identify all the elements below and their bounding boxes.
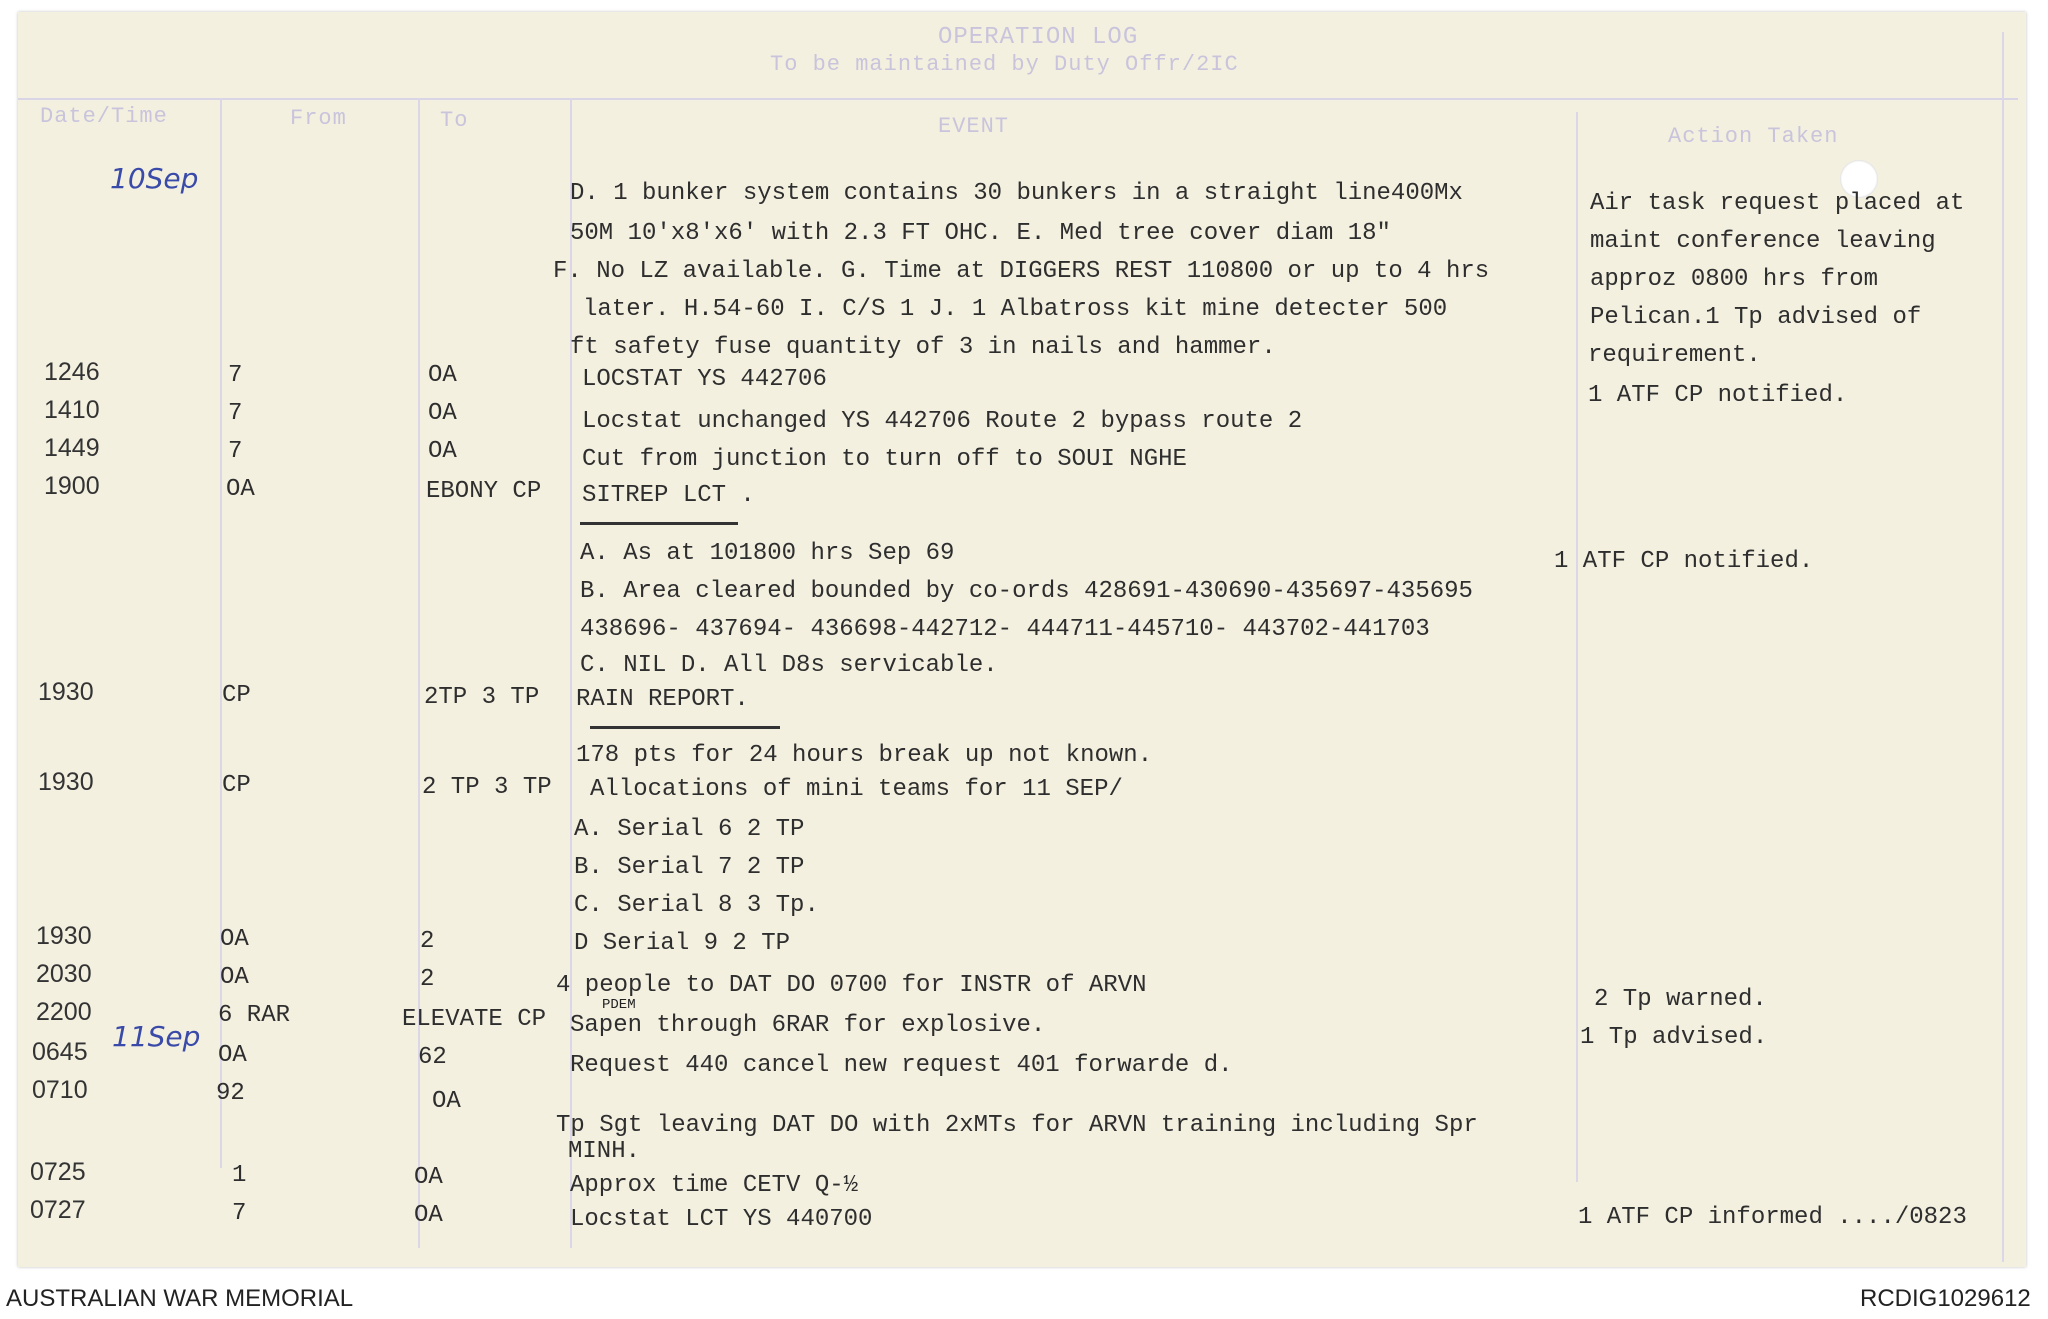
col-header-from: From (290, 106, 347, 131)
action-line: Air task request placed at (1590, 190, 1965, 217)
entry-to: OA (414, 1202, 443, 1229)
entry-from: 92 (216, 1080, 245, 1107)
entry-to: 2 (420, 966, 435, 993)
entry-event: LOCSTAT YS 442706 (582, 366, 827, 393)
entry-event: Sapen through 6RAR for explosive. (570, 1012, 1046, 1039)
entry-time: 0725 (30, 1158, 86, 1186)
entry-to: OA (432, 1088, 461, 1115)
entry-time: 1930 (38, 678, 94, 706)
entry-from: 1 (232, 1162, 247, 1189)
entry-action: 1 ATF CP notified. (1588, 382, 1848, 409)
entry-action: 1 Tp advised. (1580, 1024, 1768, 1051)
entry-to: EBONY CP (426, 478, 542, 505)
entry-event: Request 440 cancel new request 401 forwarde d. (570, 1052, 1233, 1079)
entry-event: 4 people to DAT DO 0700 for INSTR of ARVN (556, 972, 1147, 999)
entry-from: OA (220, 926, 249, 953)
entry-from: CP (222, 772, 251, 799)
entry-event: Locstat unchanged YS 442706 Route 2 bypass route 2 (582, 408, 1303, 435)
entry-from: 7 (228, 400, 243, 427)
entry-event: SITREP LCT . (582, 482, 755, 509)
entry-event: D Serial 9 2 TP (574, 930, 791, 957)
entry-time: 0727 (30, 1196, 86, 1224)
allocation-line: A. Serial 6 2 TP (574, 816, 805, 843)
entry-from: OA (226, 476, 255, 503)
entry-continuation: MINH. (568, 1138, 641, 1165)
entry-from: 7 (228, 438, 243, 465)
entry-event: Tp Sgt leaving DAT DO with 2xMTs for ARVN training including Spr (556, 1112, 1478, 1139)
entry-to: ELEVATE CP (402, 1006, 547, 1033)
entry-time: 1449 (44, 434, 100, 462)
entry-time: 1930 (38, 768, 94, 796)
log-sheet (18, 12, 2026, 1267)
sitrep-line: C. NIL D. All D8s servicable. (580, 652, 998, 679)
action-line: maint conference leaving (1590, 228, 1936, 255)
rain-line: 178 pts for 24 hours break up not known. (576, 742, 1153, 769)
entry-to: 2 (420, 928, 435, 955)
col-rule-5 (2002, 32, 2004, 1262)
entry-to: 2TP 3 TP (424, 684, 540, 711)
sitrep-line: A. As at 101800 hrs Sep 69 (580, 540, 955, 567)
action-line: requirement. (1588, 342, 1761, 369)
col-header-action: Action Taken (1668, 124, 1839, 149)
entry-time: 1246 (44, 358, 100, 386)
entry-to: OA (414, 1164, 443, 1191)
allocation-line: C. Serial 8 3 Tp. (574, 892, 819, 919)
date-11sep: 11Sep (112, 1020, 201, 1053)
col-header-to: To (440, 108, 469, 133)
entry-event: Cut from junction to turn off to SOUI NGHE (582, 446, 1187, 473)
entry-from: CP (222, 682, 251, 709)
entry-time: 1930 (36, 922, 92, 950)
sitrep-underline (580, 522, 738, 525)
date-10sep: 10Sep (110, 162, 199, 195)
entry-action: 1 ATF CP informed ..../0823 (1578, 1204, 1967, 1231)
log-subtitle: To be maintained by Duty Offr/2IC (770, 52, 1239, 77)
entry-from: OA (218, 1042, 247, 1069)
col-header-datetime: Date/Time (40, 104, 168, 129)
entry-from: 7 (232, 1200, 247, 1227)
handwritten-annotation: PDEM (602, 997, 636, 1013)
entry-time: 2030 (36, 960, 92, 988)
entry-event: Locstat LCT YS 440700 (570, 1206, 873, 1233)
entry-time: 2200 (36, 998, 92, 1026)
entry-event: RAIN REPORT. (576, 686, 749, 713)
entry-time: 1900 (44, 472, 100, 500)
event-line: 50M 10'x8'x6' with 2.3 FT OHC. E. Med tree cover diam 18" (570, 220, 1391, 247)
sitrep-action: 1 ATF CP notified. (1554, 548, 1814, 575)
rain-underline (590, 726, 780, 729)
entry-event: Approx time CETV Q-½ (570, 1172, 859, 1199)
sitrep-line: B. Area cleared bounded by co-ords 428691-430690-435697-435695 (580, 578, 1473, 605)
col-header-event: EVENT (938, 114, 1010, 139)
event-line: ft safety fuse quantity of 3 in nails and hammer. (570, 334, 1276, 361)
entry-to: OA (428, 400, 457, 427)
header-rule (18, 98, 2018, 100)
event-line: F. No LZ available. G. Time at DIGGERS REST 110800 or up to 4 hrs (553, 258, 1490, 285)
entry-event: Allocations of mini teams for 11 SEP/ (590, 776, 1123, 803)
entry-to: OA (428, 438, 457, 465)
col-rule-2 (418, 98, 420, 1248)
log-title: OPERATION LOG (938, 24, 1139, 51)
allocation-line: B. Serial 7 2 TP (574, 854, 805, 881)
entry-to: 2 TP 3 TP (422, 774, 552, 801)
entry-time: 1410 (44, 396, 100, 424)
entry-action: 2 Tp warned. (1594, 986, 1767, 1013)
action-line: approz 0800 hrs from (1590, 266, 1879, 293)
event-line: D. 1 bunker system contains 30 bunkers in a straight line400Mx (570, 180, 1463, 207)
entry-from: OA (220, 964, 249, 991)
action-line: Pelican.1 Tp advised of (1590, 304, 1922, 331)
sitrep-line: 438696- 437694- 436698-442712- 444711-445710- 443702-441703 (580, 616, 1430, 643)
entry-to: OA (428, 362, 457, 389)
entry-to: 62 (418, 1044, 447, 1071)
entry-time: 0710 (32, 1076, 88, 1104)
footer-archive-name: AUSTRALIAN WAR MEMORIAL (6, 1285, 354, 1312)
event-line: later. H.54-60 I. C/S 1 J. 1 Albatross kit mine detecter 500 (583, 296, 1448, 323)
entry-from: 7 (228, 362, 243, 389)
col-rule-4 (1576, 112, 1578, 1182)
footer-record-id: RCDIG1029612 (1860, 1285, 2031, 1312)
entry-time: 0645 (32, 1038, 88, 1066)
entry-from: 6 RAR (218, 1002, 291, 1029)
